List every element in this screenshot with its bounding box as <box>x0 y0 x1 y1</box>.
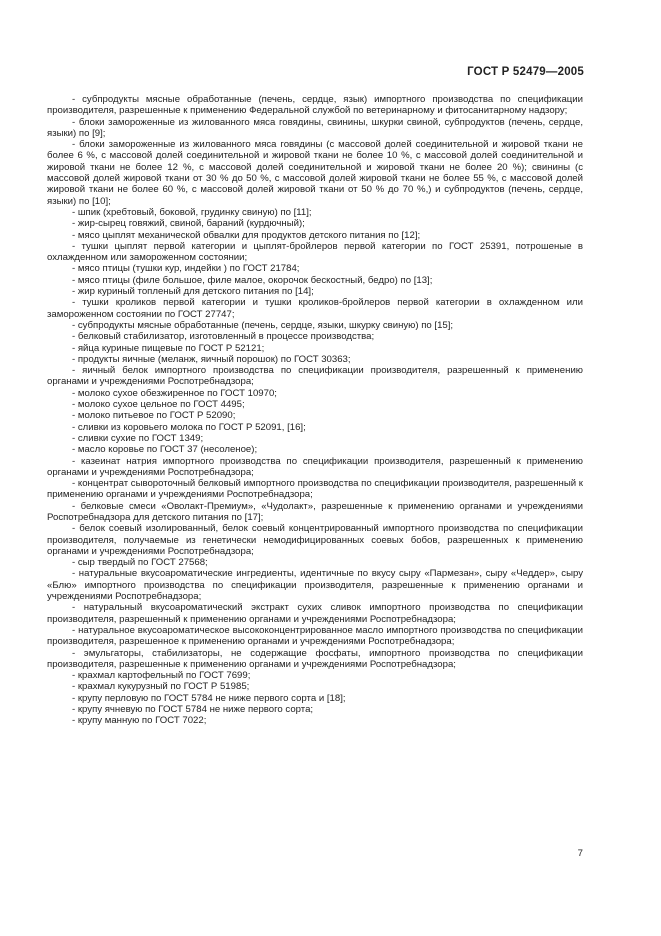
list-item: - натуральные вкусоароматические ингредиенты, идентичные по вкусу сыру «Пармезан», сыру «Чеддер», сыру «Блю» импортного производства по спецификации производителя, разрешенные к применению органами и учреждениями Роспотребнадзора; <box>47 568 583 603</box>
list-item: - белковый стабилизатор, изготовленный в процессе производства; <box>72 331 375 343</box>
list-item: - шпик (хребтовый, боковой, грудинку свиную) по [11]; <box>72 206 312 218</box>
list-item: - продукты яичные (меланж, яичный порошок) по ГОСТ 30363; <box>72 353 351 365</box>
list-item: - казеинат натрия импортного производства по спецификации производителя, разрешенный к применению органами и учреждениями Роспотребнадзора; <box>47 455 583 478</box>
list-item: - мясо цыплят механической обвалки для продуктов детского питания по [12]; <box>72 229 421 241</box>
document-body <box>47 94 583 727</box>
list-item: - сыр твердый по ГОСТ 27568; <box>72 557 208 569</box>
list-item: - мясо птицы (тушки кур, индейки ) по ГОСТ 21784; <box>72 263 300 275</box>
list-item: - жир куриный топленый для детского питания по [14]; <box>72 286 314 298</box>
list-item: - субпродукты мясные обработанные (печень, сердце, язык) импортного производства по спецификации производителя, разрешенные к применению Федеральной службой по ветеринарному и фитосанитарному надзору; <box>47 94 583 117</box>
list-item: - субпродукты мясные обработанные (печень, сердце, языки, шкурку свиную) по [15]; <box>72 319 454 331</box>
list-item: - блоки замороженные из жилованного мяса говядины (с массовой долей соединительной и жировой ткани не более 6 %, с массовой долей соединительной и жировой ткани не более 10 %, с массовой долей соединительной и жировой ткани не более 12 %, с массовой долей соединительной и жировой ткани не более 20 %); свинины (с массовой долей жировой ткани от 30 % до 50 %, с массовой долей жировой ткани не более 55 %, с массовой долей жировой ткани не более 60 %, с массовой долей жировой ткани от 50 % до 70 %,) и субпродуктов (печень, сердце, языки) по [10]; <box>47 139 583 207</box>
list-item: - натуральное вкусоароматическое высококонцентрированное масло импортного производства по спецификации производителя, разрешенное к применению органами и учреждениями Роспотребнадзора; <box>47 624 583 648</box>
list-item: - белковые смеси «Оволакт-Премиум», «Чудолакт», разрешенные к применению органами и учреждениями Роспотребнадзора для детского питания по [17]; <box>47 500 583 523</box>
list-item: - крупу манную по ГОСТ 7022; <box>72 715 207 727</box>
list-item: - натуральный вкусоароматический экстракт сухих сливок импортного производства по спецификации производителя, разрешенный к применению органами и учреждениями Роспотребнадзора; <box>47 602 583 625</box>
list-item: - молоко сухое обезжиренное по ГОСТ 10970; <box>72 387 277 399</box>
list-item: - сливки из коровьего молока по ГОСТ Р 52091, [16]; <box>72 421 306 433</box>
list-item: - блоки замороженные из жилованного мяса говядины, свинины, шкурки свиной, субпродуктов (печень, сердце, языки) по [9]; <box>47 116 583 139</box>
list-item: - молоко питьевое по ГОСТ Р 52090; <box>72 410 236 422</box>
list-item: - эмульгаторы, стабилизаторы, не содержащие фосфаты, импортного производства по спецификации производителя, разрешенные к применению органами и учреждениями Роспотребнадзора; <box>47 647 583 670</box>
list-item: - яичный белок импортного производства по спецификации производителя, разрешенный к применению органами и учреждениями Роспотребнадзора; <box>47 365 583 388</box>
list-item: - сливки сухие по ГОСТ 1349; <box>72 432 204 444</box>
page-number: 7 <box>577 848 583 859</box>
list-item: - жир-сырец говяжий, свиной, бараний (курдючный); <box>72 218 305 230</box>
list-item: - крахмал картофельный по ГОСТ 7699; <box>72 670 251 682</box>
list-item: - тушки цыплят первой категории и цыплят-бройлеров первой категории по ГОСТ 25391, потрошеные в охлажденном или замороженном состоянии; <box>47 240 583 264</box>
list-item: - белок соевый изолированный, белок соевый концентрированный импортного производства по спецификации производителя, получаемые из генетически немодифицированных соевых бобов, разрешенных к применению органами и учреждениями Роспотребнадзора; <box>47 523 583 557</box>
list-item: - мясо птицы (филе большое, филе малое, окорочок бескостный, бедро) по [13]; <box>72 274 433 286</box>
list-item: - крупу ячневую по ГОСТ 5784 не ниже первого сорта; <box>72 704 314 716</box>
list-item: - яйца куриные пищевые по ГОСТ Р 52121; <box>72 342 265 354</box>
list-item: - концентрат сывороточный белковый импортного производства по спецификации производителя, разрешенный к применению органами и учреждениями Роспотребнадзора; <box>47 478 583 501</box>
list-item: - масло коровье по ГОСТ 37 (несоленое); <box>72 444 258 456</box>
list-item: - крупу перловую по ГОСТ 5784 не ниже первого сорта и [18]; <box>72 692 346 704</box>
list-item: - молоко сухое цельное по ГОСТ 4495; <box>72 399 245 411</box>
list-item: - крахмал кукурузный по ГОСТ Р 51985; <box>72 681 250 693</box>
list-item: - тушки кроликов первой категории и тушки кроликов-бройлеров первой категории в охлажденном или замороженном состоянии по ГОСТ 27747; <box>47 297 583 320</box>
document-code-header: ГОСТ Р 52479—2005 <box>467 66 584 78</box>
